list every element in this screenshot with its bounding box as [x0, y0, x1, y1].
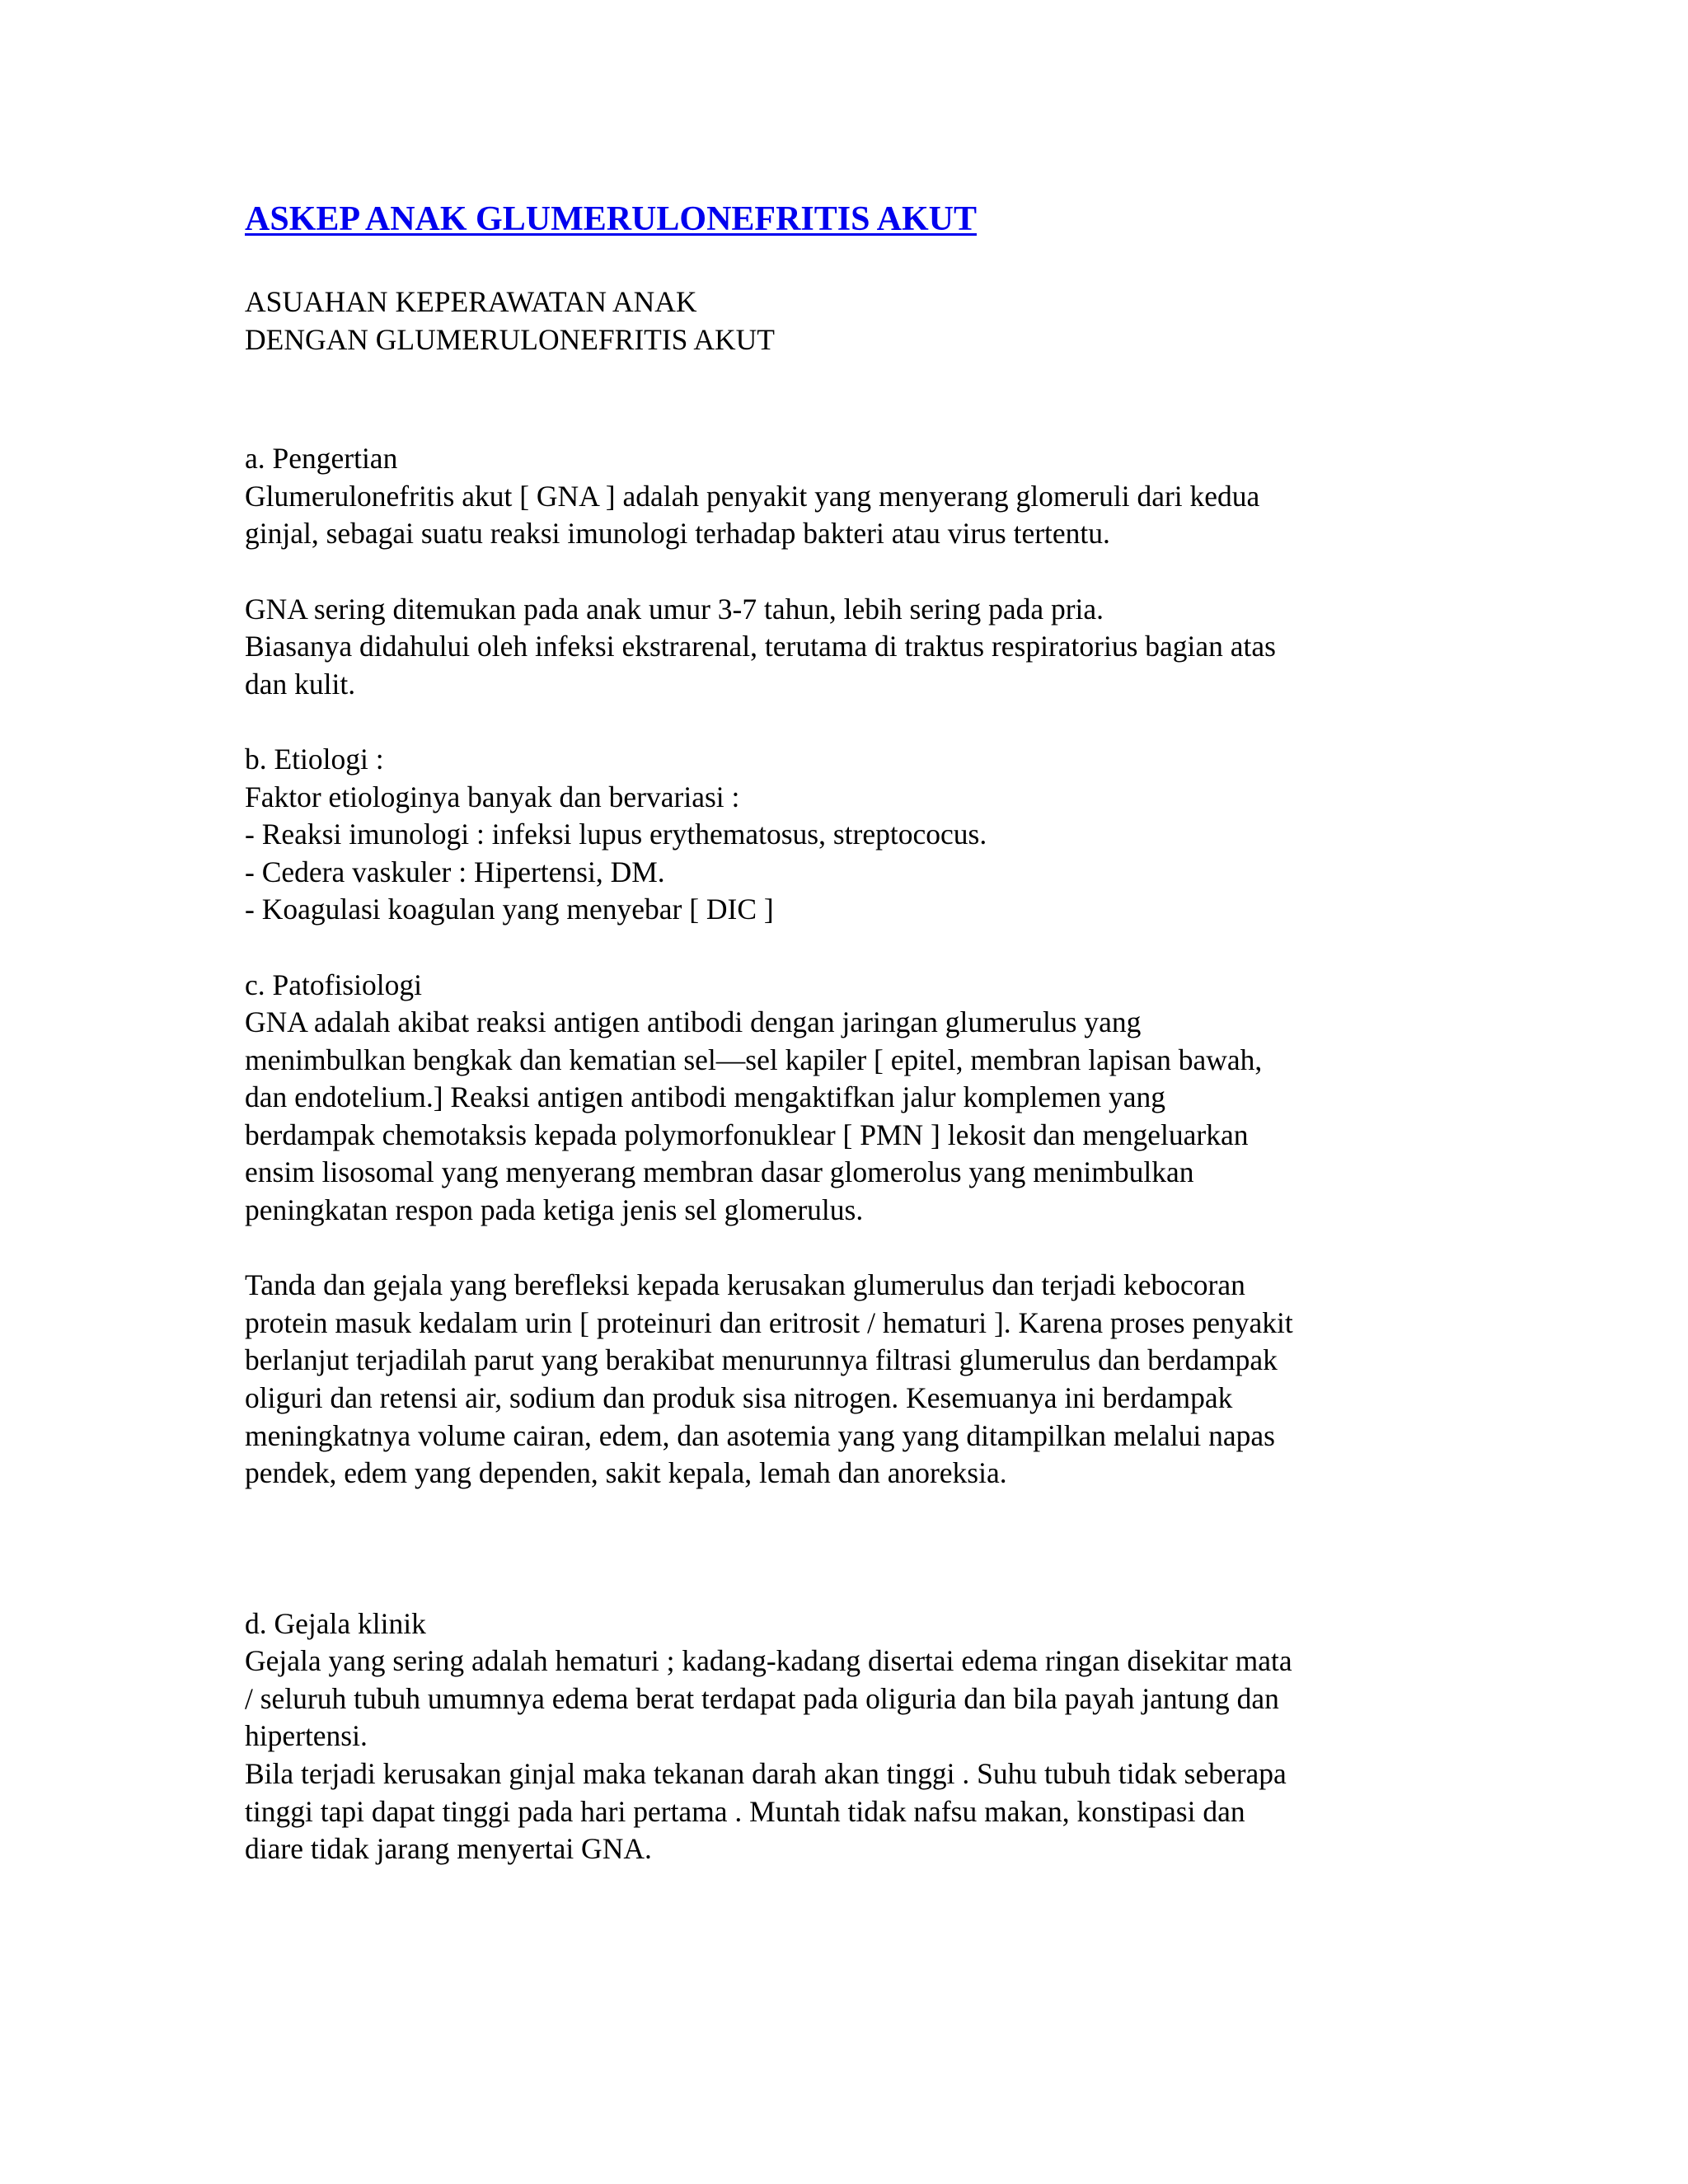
paragraph-line: Biasanya didahului oleh infeksi ekstrarenal, terutama di traktus respiratorius bagian atas [245, 630, 1276, 663]
section-pengertian [245, 440, 1448, 553]
subtitle-line: ASUAHAN KEPERAWATAN ANAK [245, 285, 697, 318]
paragraph-line: Glumerulonefritis akut [ GNA ] adalah penyakit yang menyerang glomeruli dari kedua [245, 479, 1260, 513]
document-title [245, 196, 1448, 242]
section-etiologi [245, 741, 1448, 929]
document-page [245, 196, 1448, 1868]
paragraph-line: berlanjut terjadilah parut yang berakibat menurunnya filtrasi glumerulus dan berdampak [245, 1343, 1278, 1377]
list-item: - Cedera vaskuler : Hipertensi, DM. [245, 855, 665, 888]
section-heading: a. Pengertian [245, 442, 398, 476]
paragraph-line: hipertensi. [245, 1719, 368, 1753]
paragraph-line: Tanda dan gejala yang berefleksi kepada kerusakan glumerulus dan terjadi kebocoran [245, 1268, 1245, 1302]
paragraph-line: meningkatnya volume cairan, edem, dan asotemia yang yang ditampilkan melalui napas [245, 1418, 1275, 1452]
paragraph-line: Faktor etiologinya banyak dan bervariasi : [245, 780, 740, 813]
paragraph-line: berdampak chemotaksis kepada polymorfonuklear [ PMN ] lekosit dan mengeluarkan [245, 1118, 1249, 1151]
paragraph-line: menimbulkan bengkak dan kematian sel—sel kapiler [ epitel, membran lapisan bawah, [245, 1043, 1263, 1076]
paragraph-gna [245, 591, 1448, 704]
paragraph-line: pendek, edem yang dependen, sakit kepala, lemah dan anoreksia. [245, 1456, 1007, 1490]
subtitle-line: DENGAN GLUMERULONEFRITIS AKUT [245, 322, 775, 356]
paragraph-line: Gejala yang sering adalah hematuri ; kadang-kadang disertai edema ringan disekitar mata [245, 1644, 1292, 1678]
subtitle-block [245, 284, 1448, 359]
paragraph-line: GNA sering ditemukan pada anak umur 3-7 tahun, lebih sering pada pria. [245, 592, 1104, 626]
paragraph-line: diare tidak jarang menyertai GNA. [245, 1832, 652, 1866]
title-link[interactable]: ASKEP ANAK GLUMERULONEFRITIS AKUT [245, 200, 977, 238]
paragraph-line: dan kulit. [245, 667, 356, 701]
section-heading: d. Gejala klinik [245, 1606, 426, 1640]
paragraph-line: Bila terjadi kerusakan ginjal maka tekanan darah akan tinggi . Suhu tubuh tidak seberapa [245, 1756, 1287, 1790]
paragraph-line: protein masuk kedalam urin [ proteinuri dan eritrosit / hematuri ]. Karena proses penyakit [245, 1305, 1293, 1339]
paragraph-line: ensim lisosomal yang menyerang membran dasar glomerolus yang menimbulkan [245, 1155, 1194, 1189]
list-item: - Koagulasi koagulan yang menyebar [ DIC ] [245, 893, 774, 926]
paragraph-line: dan endotelium.] Reaksi antigen antibodi mengaktifkan jalur komplemen yang [245, 1080, 1165, 1114]
paragraph-tanda [245, 1267, 1448, 1493]
paragraph-line: oliguri dan retensi air, sodium dan produk sisa nitrogen. Kesemuanya ini berdampak [245, 1381, 1233, 1415]
paragraph-line: ginjal, sebagai suatu reaksi imunologi terhadap bakteri atau virus tertentu. [245, 517, 1110, 551]
list-item: - Reaksi imunologi : infeksi lupus erythematosus, streptococus. [245, 818, 987, 851]
paragraph-line: peningkatan respon pada ketiga jenis sel glomerulus. [245, 1193, 864, 1227]
section-heading: b. Etiologi : [245, 742, 384, 776]
section-gejala-klinik [245, 1605, 1448, 1868]
paragraph-line: tinggi tapi dapat tinggi pada hari pertama . Muntah tidak nafsu makan, konstipasi dan [245, 1794, 1245, 1828]
paragraph-line: GNA adalah akibat reaksi antigen antibodi dengan jaringan glumerulus yang [245, 1005, 1142, 1039]
section-heading: c. Patofisiologi [245, 968, 422, 1001]
section-patofisiologi [245, 967, 1448, 1230]
paragraph-line: / seluruh tubuh umumnya edema berat terdapat pada oliguria dan bila payah jantung dan [245, 1681, 1279, 1715]
